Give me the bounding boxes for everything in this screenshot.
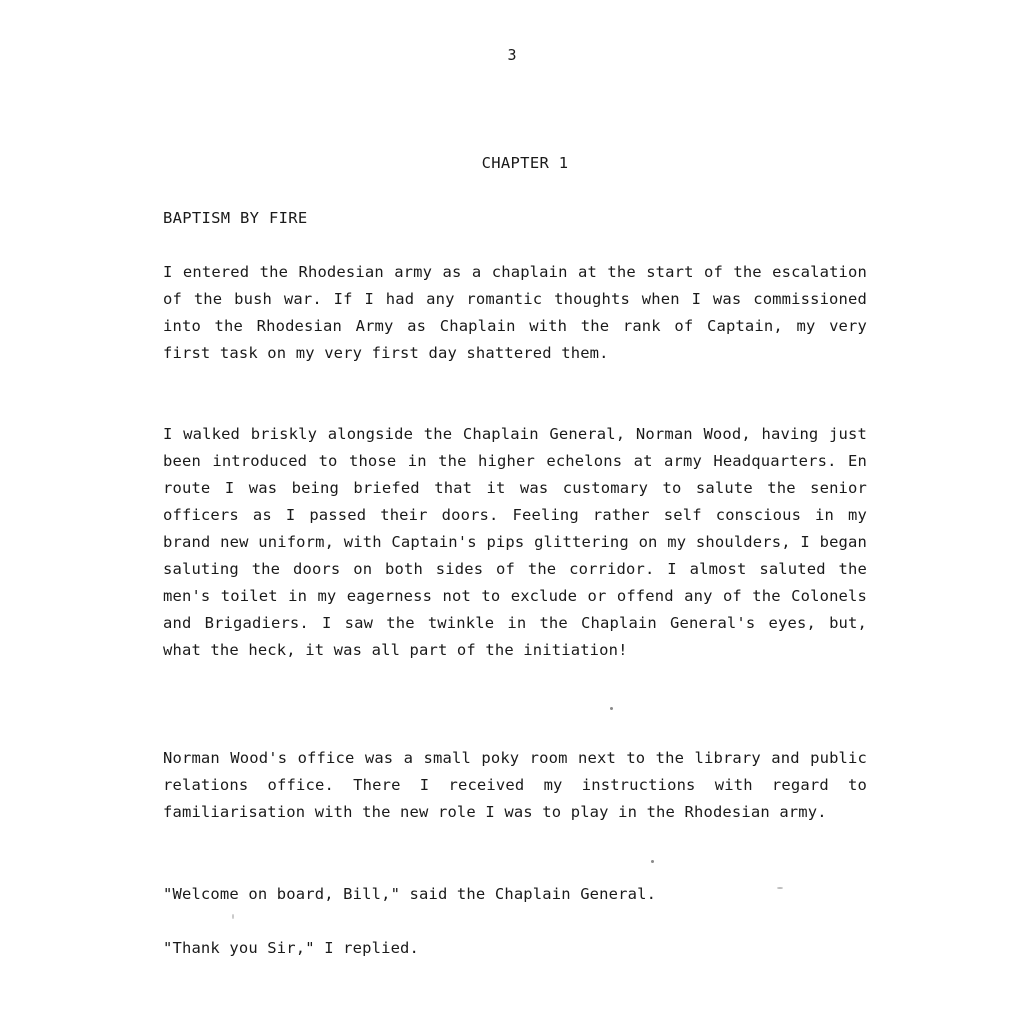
scan-speck [651, 860, 654, 863]
paragraph-1: I entered the Rhodesian army as a chaplain at the start of the escalation of the bush war. If I had any romantic thoughts when I was commissioned into the Rhodesian Army as Chaplain with the rank of Captain, my very first task on my very first day shattered them. [163, 263, 867, 362]
chapter-heading: CHAPTER 1 [481, 154, 569, 172]
paragraph-4: "Welcome on board, Bill," said the Chaplain General. [163, 885, 657, 903]
paragraph-3: Norman Wood's office was a small poky room next to the library and public relations office. There I received my instructions with regard to familiarisation with the new role I was to play in the Rhodesian army. [163, 749, 867, 821]
scan-speck [777, 887, 783, 889]
paragraph-2: I walked briskly alongside the Chaplain General, Norman Wood, having just been introduced to those in the higher echelons at army Headquarters. En route I was being briefed that it was customary to salute the senior officers as I passed their doors. Feeling rather self conscious in my brand new uniform, with Captain's pips glittering on my shoulders, I began saluting the doors on both sides of the corridor. I almost saluted the men's toilet in my eagerness not to exclude or offend any of the Colonels and Brigadiers. I saw the twinkle in the Chaplain General's eyes, but, what the heck, it was all part of the initiation! [163, 425, 867, 659]
paragraph-5: "Thank you Sir," I replied. [163, 939, 420, 957]
page-number: 3 [507, 46, 517, 64]
scan-speck [610, 707, 613, 710]
section-title: BAPTISM BY FIRE [163, 209, 308, 227]
scan-speck [232, 914, 234, 919]
